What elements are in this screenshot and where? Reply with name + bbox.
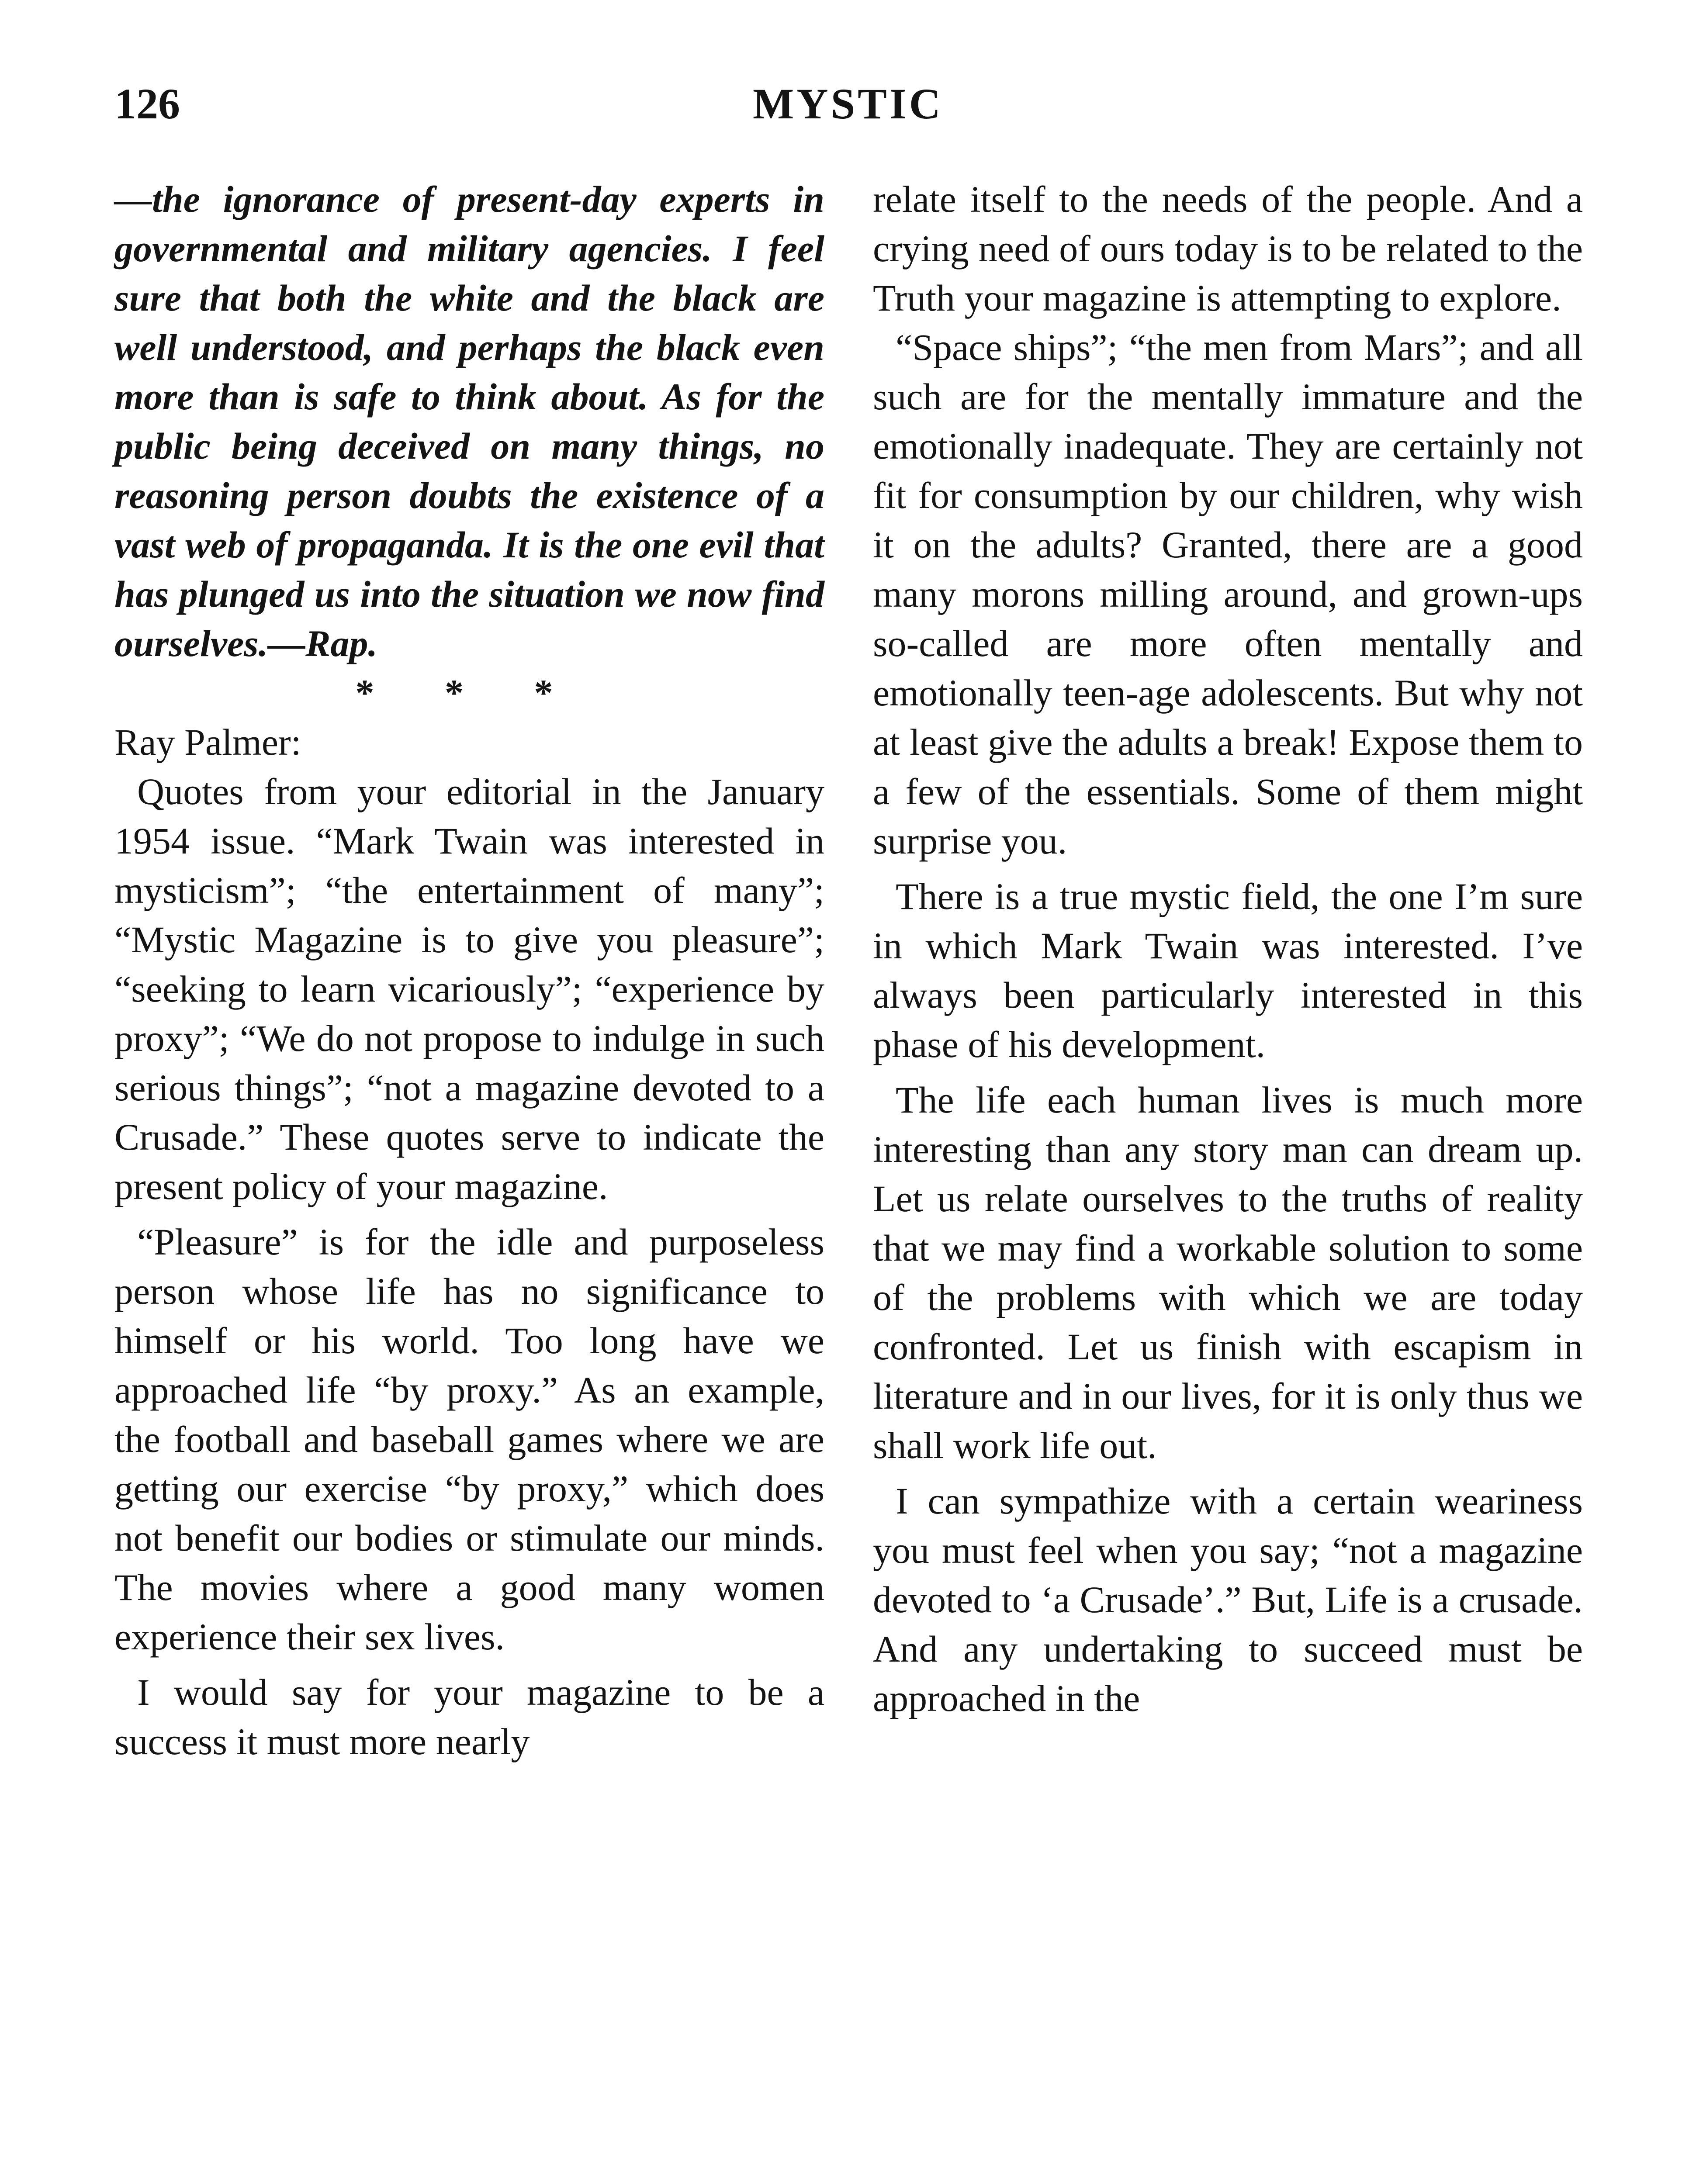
- left-column: [114, 175, 824, 1766]
- page-number: 126: [114, 79, 180, 128]
- running-head: MYSTIC: [752, 79, 944, 128]
- editor-reply: [114, 175, 824, 668]
- letter-paragraph: The life each human lives is much more interesting than any story man can dream up. Let us relate ourselves to the truths of reality that we may find a workable solution to some of the problems with which we are today confronted. Let us finish with escapism in literature and in our lives, for it is only thus we shall work life out.: [873, 1079, 1583, 1466]
- letter-paragraph: Quotes from your editorial in the January 1954 issue. “Mark Twain was interested in mysticism”; “the entertainment of many”; “Mystic Magazine is to give you pleasure”; “seeking to learn vicariously”; “experience by proxy”; “We do not propose to indulge in such serious things”; “not a magazine devoted to a Crusade.” These quotes serve to indicate the present policy of your magazine.: [114, 771, 824, 1207]
- section-separator: * * *: [355, 672, 584, 714]
- right-column: [873, 175, 1583, 1723]
- letter-paragraph: “Pleasure” is for the idle and purposeless person whose life has no significance to himself or his world. Too long have we approached life “by proxy.” As an example, the football and baseball games where we are getting our exercise “by proxy,” which does not benefit our bodies or stimulate our minds. The movies where a good many women experience their sex lives.: [114, 1221, 824, 1658]
- letter-paragraph: “Space ships”; “the men from Mars”; and all such are for the mentally immature and the emotionally inadequate. They are certainly not fit for consumption by our children, why wish it on the adults? Granted, there are a good many morons milling around, and grown-ups so-called are more often mentally and emotionally teen-age adolescents. But why not at least give the adults a break! Expose them to a few of the essentials. Some of them might surprise you.: [873, 326, 1583, 862]
- letter-continuation: relate itself to the needs of the people. And a crying need of ours today is to be related to the Truth your magazine is attempting to explore.: [873, 178, 1583, 319]
- editor-reply-text: —the ignorance of present-day experts in governmental and military agencies. I feel sure that both the white and the black are well understood, and perhaps the black even more than is safe to think about. As for the public being deceived on many things, no reasoning person doubts the existence of a vast web of propaganda. It is the one evil that has plunged us into the situation we now find ourselves.: [114, 178, 824, 664]
- letter-paragraph: I would say for your magazine to be a success it must more nearly: [114, 1671, 824, 1762]
- letter-paragraph: There is a true mystic field, the one I’m sure in which Mark Twain was interested. I’ve always been particularly interested in this phase of his development.: [873, 875, 1583, 1065]
- page-header: [114, 79, 1582, 144]
- editor-signature: —Rap.: [268, 622, 378, 664]
- letter-paragraph: I can sympathize with a certain weariness you must feel when you say; “not a magazine devoted to ‘a Crusade’.” But, Life is a crusade. And any undertaking to succeed must be approached in the: [873, 1480, 1583, 1719]
- letter-salutation: Ray Palmer:: [114, 721, 301, 763]
